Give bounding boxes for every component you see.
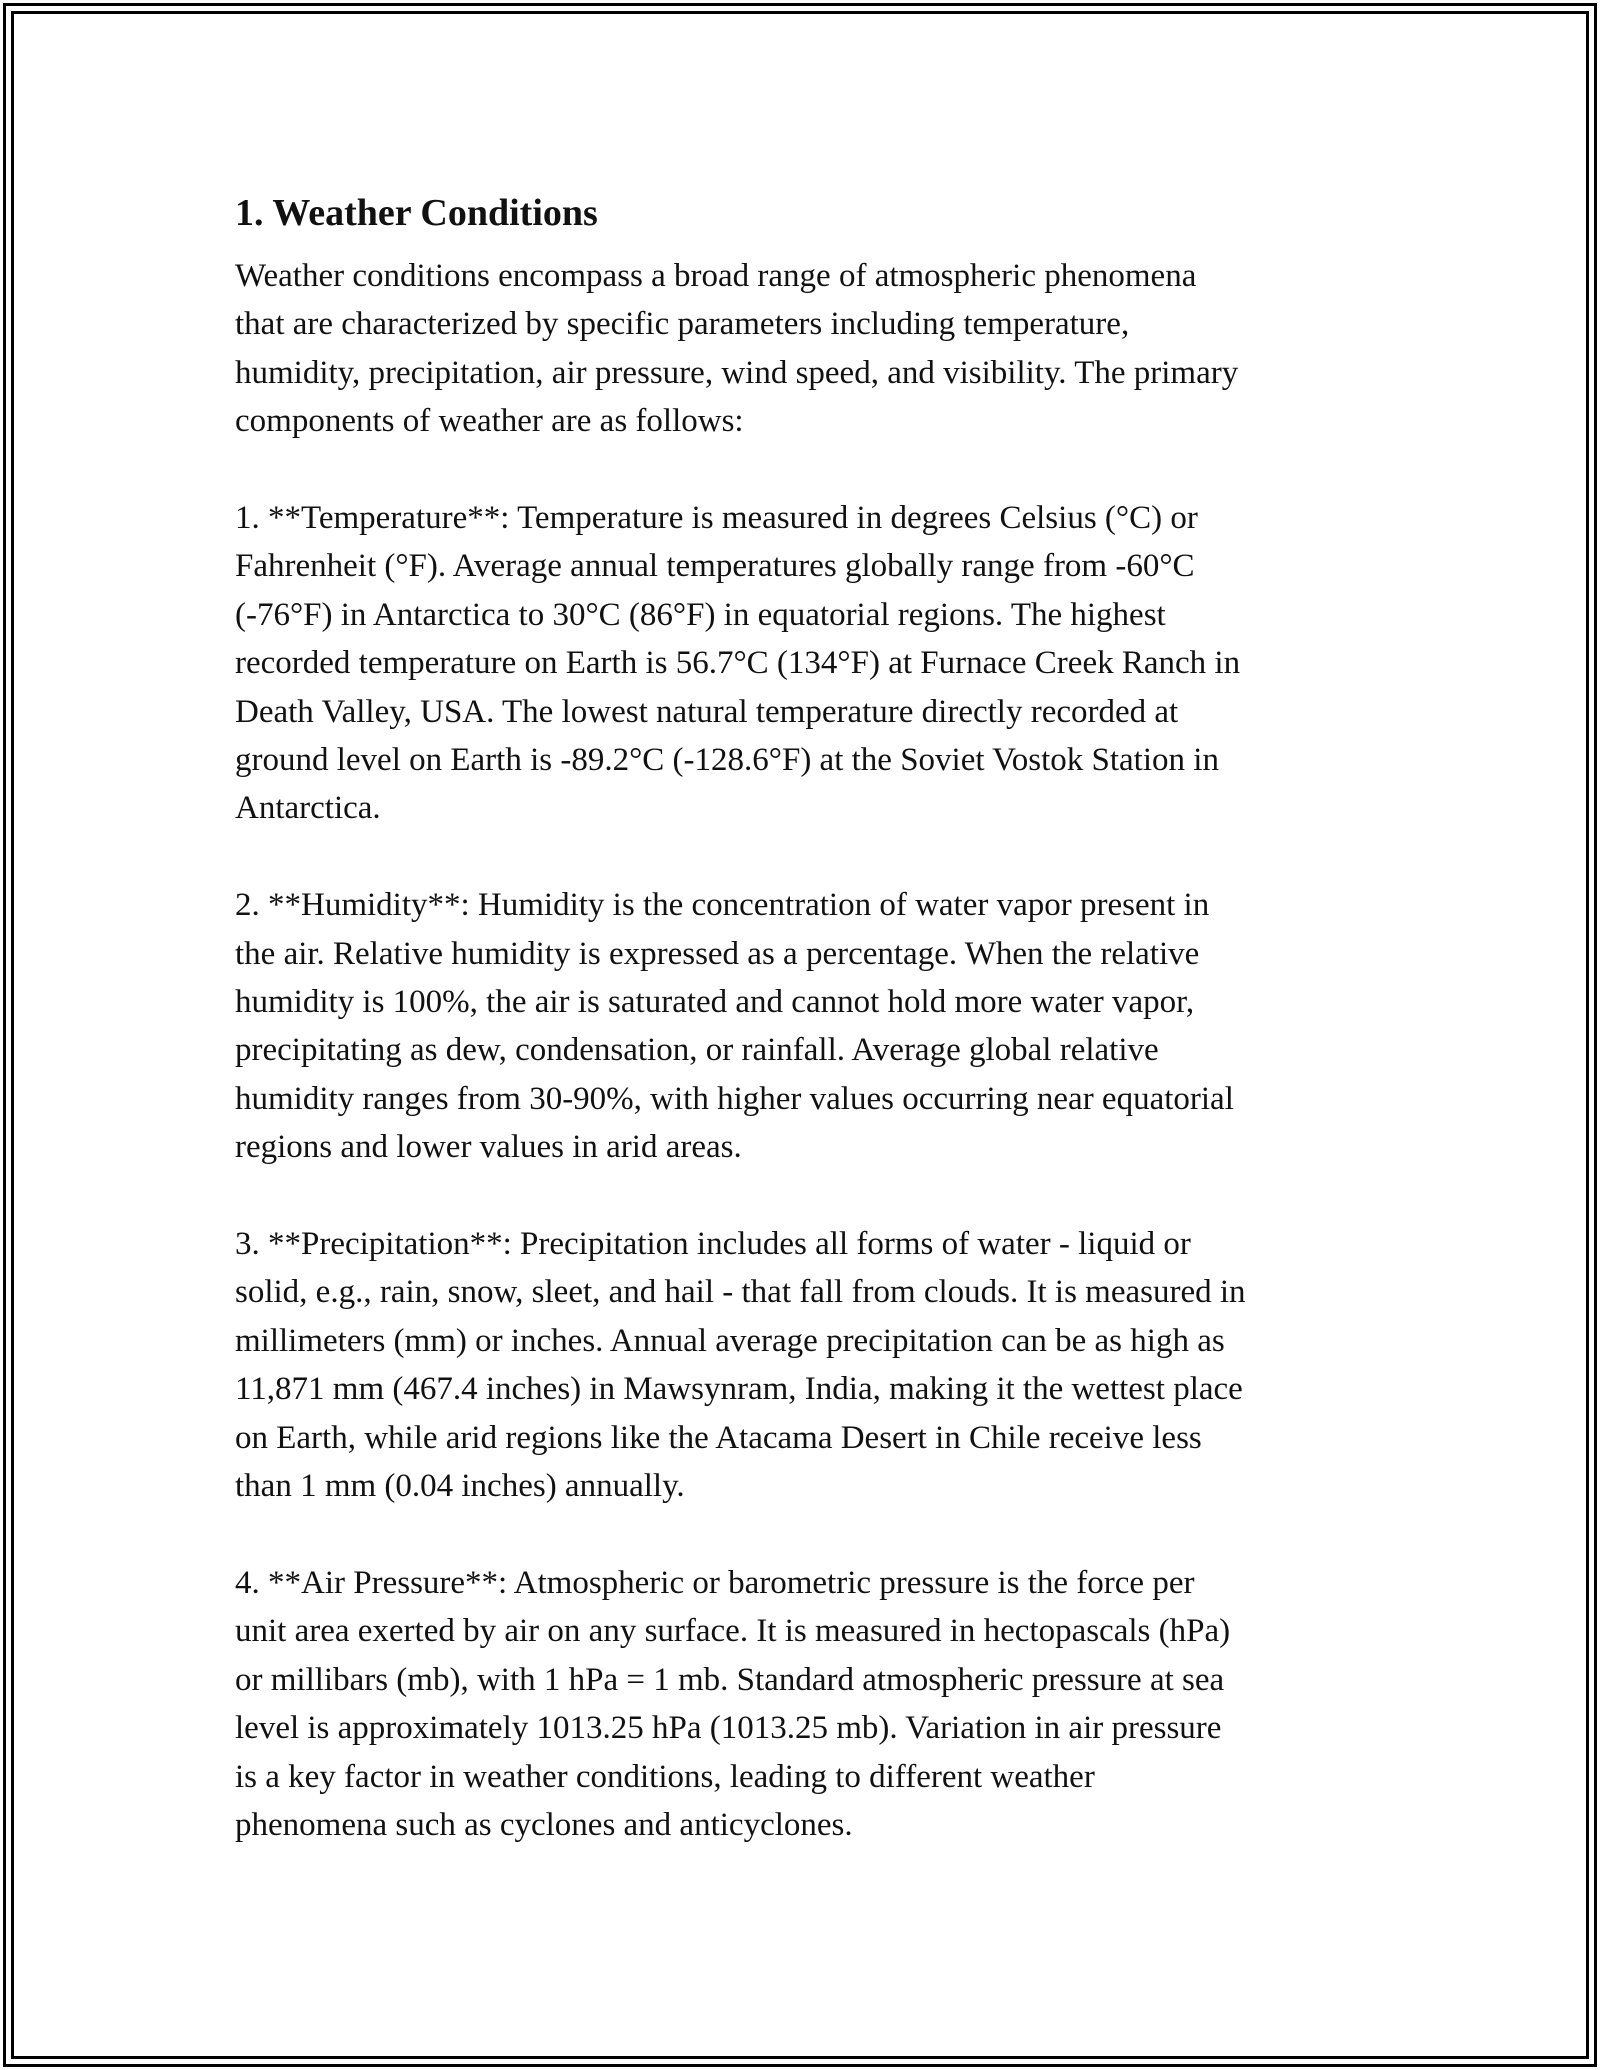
paragraph-spacer <box>235 1172 1370 1220</box>
paragraph-spacer <box>235 1511 1370 1559</box>
air-pressure-paragraph: 4. **Air Pressure**: Atmospheric or barometric pressure is the force per unit area exerted by air on any surface. It is measured in hectopascals (hPa) or millibars (mb), with 1 hPa = 1 mb. Standard atmospheric pressure at sea level is approximately 1013.25 hPa (1013.25 mb). Variation in air pressure is a key factor in weather conditions, leading to different weather phenomena such as cyclones and anticyclones. <box>235 1564 1231 1843</box>
temperature-paragraph: 1. **Temperature**: Temperature is measured in degrees Celsius (°C) or Fahrenheit (°F). Average annual temperatures globally range from -60°C (-76°F) in Antarctica to 30°C (86°F) in equatorial regions. The highest recorded temperature on Earth is 56.7°C (134°F) at Furnace Creek Ranch in Death Valley, USA. The lowest natural temperature directly recorded at ground level on Earth is -89.2°C (-128.6°F) at the Soviet Vostok Station in Antarctica. <box>235 500 1241 827</box>
paragraph-spacer <box>235 833 1370 881</box>
precipitation-paragraph: 3. **Precipitation**: Precipitation includes all forms of water - liquid or solid, e.g., rain, snow, sleet, and hail - that fall from clouds. It is measured in millimeters (mm) or inches. Annual average precipitation can be as high as 11,871 mm (467.4 inches) in Mawsynram, India, making it the wettest place on Earth, while arid regions like the Atacama Desert in Chile receive less than 1 mm (0.04 inches) annually. <box>235 1226 1246 1505</box>
document-body <box>235 180 1370 1849</box>
humidity-paragraph: 2. **Humidity**: Humidity is the concentration of water vapor present in the air. Relative humidity is expressed as a percentage. When the relative humidity is 100%, the air is saturated and cannot hold more water vapor, precipitating as dew, condensation, or rainfall. Average global relative humidity ranges from 30-90%, with higher values occurring near equatorial regions and lower values in arid areas. <box>235 887 1234 1166</box>
intro-paragraph: Weather conditions encompass a broad range of atmospheric phenomena that are characterized by specific parameters including temperature, humidity, precipitation, air pressure, wind speed, and visibility. The primary components of weather are as follows: <box>235 258 1239 440</box>
section-heading: 1. Weather Conditions <box>235 192 598 234</box>
paragraph-spacer <box>235 446 1370 494</box>
